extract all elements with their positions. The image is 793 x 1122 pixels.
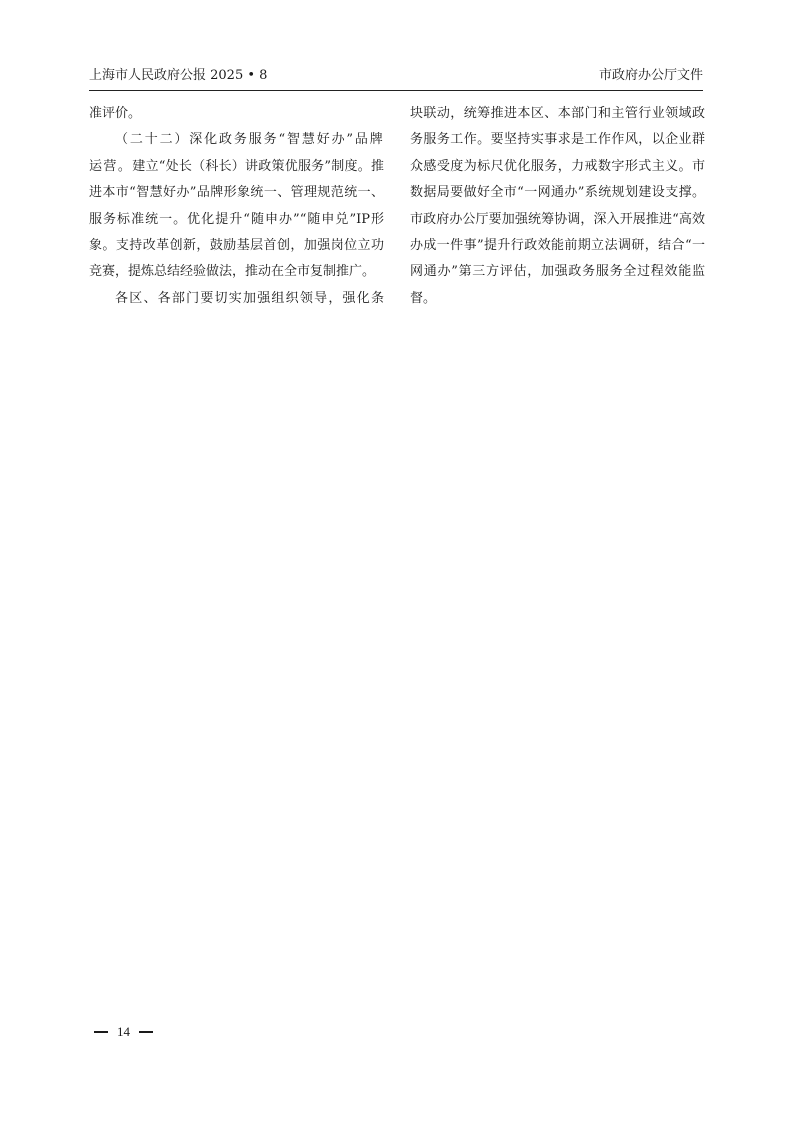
footer-dash-left — [94, 1031, 108, 1033]
paragraph-closing-continued: 块联动，统筹推进本区、本部门和主管行业领域政务服务工作。要坚持实事求是工作作风，以企业群众感受度为标尺优化服务，力戒数字形式主义。市数据局要做好全市“一网通办”系统规划建设支撑。市政府办公厅要加强统筹协调，深入开展推进“高效办成一件事”提升行政效能前期立法调研，结合“一网通办”第三方评估，加强政务服务全过程效能监督。 — [410, 106, 705, 306]
section-heading-tail: 运营。 — [89, 158, 133, 174]
section-body: 建立“处长（科长）讲政策优服务”制度。推进本市“智慧好办”品牌形象统一、管理规范统一、服务标准统一。优化提升“随申办”“随申兑”IP形象。支持改革创新，鼓励基层首创，加强岗位立功竞赛，提炼总结经验做法，推动在全市复制推广。 — [89, 158, 384, 280]
paragraph-closing-start: 各区、各部门要切实加强组织领导，强化条 — [115, 290, 384, 306]
left-column — [89, 101, 384, 312]
paragraph-section-22 — [89, 127, 384, 285]
right-column — [410, 101, 705, 312]
publication-title: 上海市人民政府公报 2025 • 8 — [89, 68, 268, 83]
paragraph-continuation: 准评价。 — [89, 106, 142, 121]
page-footer — [94, 1023, 153, 1041]
section-title: 市政府办公厅文件 — [598, 68, 703, 83]
running-header — [89, 64, 703, 91]
page-number: 14 — [117, 1024, 130, 1039]
footer-dash-right — [139, 1031, 153, 1033]
section-heading: （二十二）深化政务服务“智慧好办”品牌 — [115, 132, 384, 148]
